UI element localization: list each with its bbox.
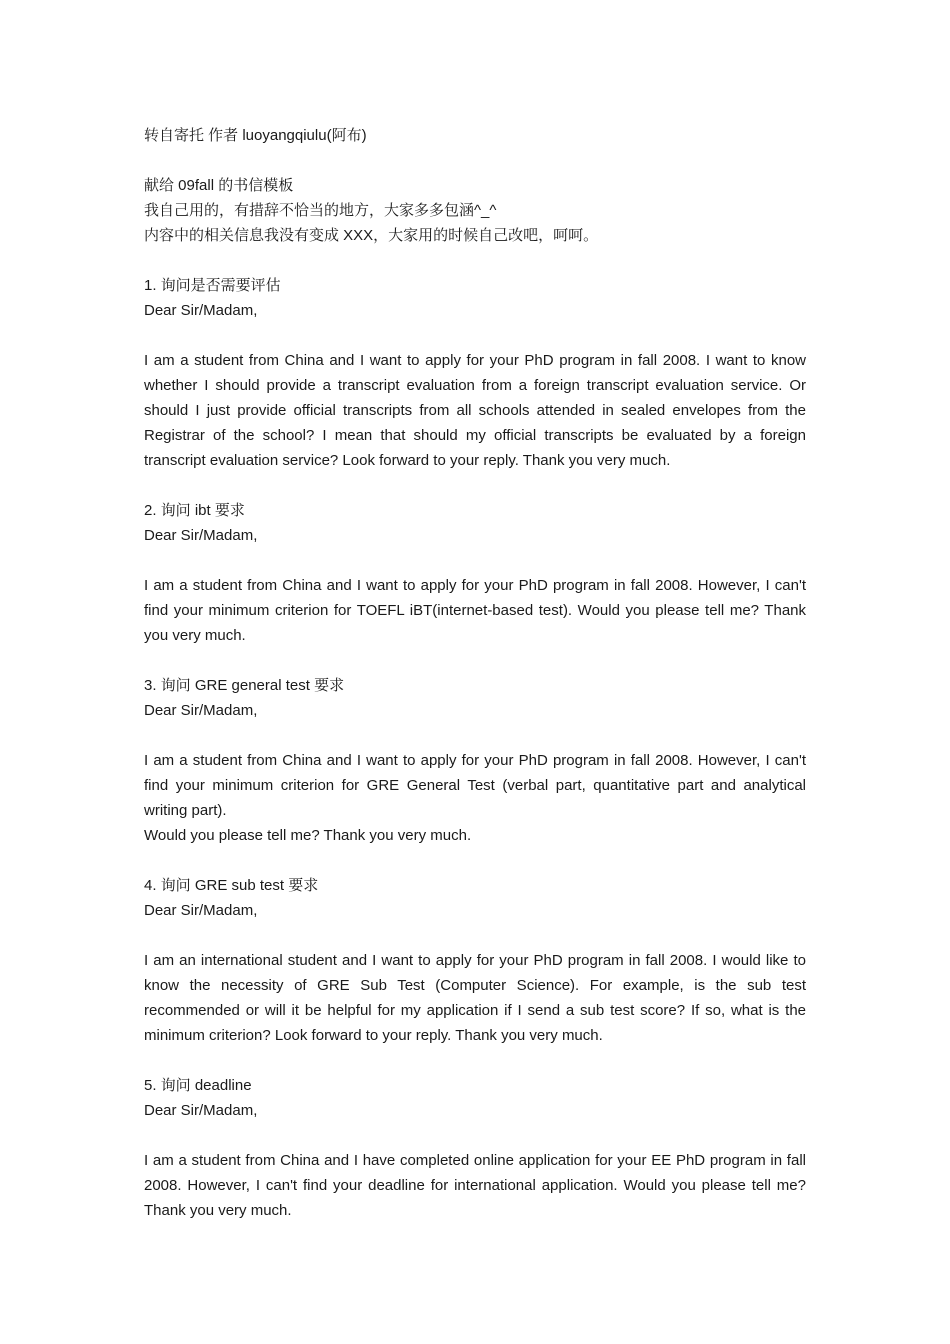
repost-line: 转自寄托 作者 luoyangqiulu(阿布) — [144, 127, 367, 144]
spacer — [144, 548, 806, 573]
letter-greeting: Dear Sir/Madam, — [144, 702, 258, 719]
spacer — [144, 1048, 806, 1073]
spacer — [144, 648, 806, 673]
dedication-line: 献给 09fall 的书信模板 — [144, 177, 294, 194]
intro-line: 我自己用的，有措辞不恰当的地方，大家多多包涵^_^ — [144, 202, 497, 219]
letter-body: I am an international student and I want to apply for your PhD program in fall 2008. I would like to know the necessity of GRE Sub Test (Computer Science). For example, is the sub test recommended or will it be helpful for my application if I send a sub test score? If so, what is the minimum criterion? Look forward to your reply. Thank you very much. — [144, 952, 806, 1044]
spacer — [144, 923, 806, 948]
spacer — [144, 248, 806, 273]
section-heading: 2. 询问 ibt 要求 — [144, 502, 245, 519]
intro-line: 内容中的相关信息我没有变成 XXX，大家用的时候自己改吧，呵呵。 — [144, 227, 599, 244]
letter-body: I am a student from China and I want to apply for your PhD program in fall 2008. I want to know whether I should provide a transcript evaluation from a foreign transcript evaluation service. Or should I just provide official transcripts from all schools attended in sealed envelopes from the Registrar of the school? I mean that should my official transcripts be evaluated by a foreign transcript evaluation service? Look forward to your reply. Thank you very much. — [144, 352, 806, 469]
letter-body: I am a student from China and I want to apply for your PhD program in fall 2008. However, I can't find your minimum criterion for TOEFL iBT(internet-based test). Would you please tell me? Thank you very much. — [144, 577, 806, 644]
section-heading: 5. 询问 deadline — [144, 1077, 252, 1094]
letter-greeting: Dear Sir/Madam, — [144, 527, 258, 544]
letter-greeting: Dear Sir/Madam, — [144, 1102, 258, 1119]
letter-body: I am a student from China and I have completed online application for your EE PhD program in fall 2008. However, I can't find your deadline for international application. Would you please tell me? Thank you very much. — [144, 1152, 806, 1219]
letter-body: I am a student from China and I want to apply for your PhD program in fall 2008. However, I can't find your minimum criterion for GRE General Test (verbal part, quantitative part and analytical writing part). — [144, 752, 806, 819]
spacer — [144, 848, 806, 873]
section-heading: 3. 询问 GRE general test 要求 — [144, 677, 345, 694]
document-page — [144, 123, 806, 1223]
letter-greeting: Dear Sir/Madam, — [144, 302, 258, 319]
spacer — [144, 323, 806, 348]
spacer — [144, 1123, 806, 1148]
letter-body-closing: Would you please tell me? Thank you very much. — [144, 827, 472, 844]
letter-greeting: Dear Sir/Madam, — [144, 902, 258, 919]
spacer — [144, 473, 806, 498]
section-heading: 1. 询问是否需要评估 — [144, 277, 281, 294]
spacer — [144, 723, 806, 748]
spacer — [144, 148, 806, 173]
section-heading: 4. 询问 GRE sub test 要求 — [144, 877, 319, 894]
